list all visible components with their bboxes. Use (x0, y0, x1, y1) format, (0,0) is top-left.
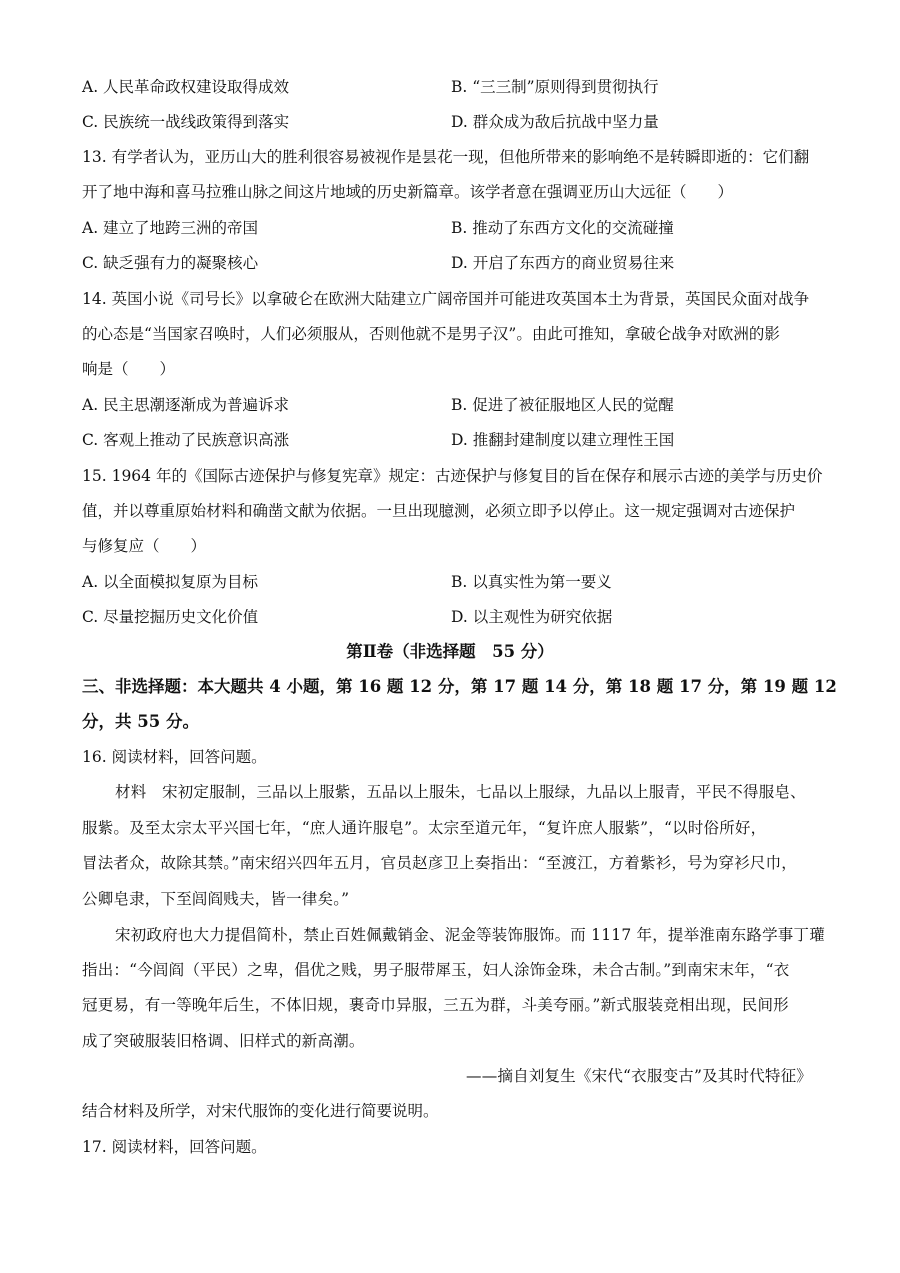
q13-option-d: D. 开启了东西方的商业贸易往来 (451, 254, 675, 272)
q15-stem-line3: 与修复应（ ） (82, 537, 207, 555)
q14-stem-line1: 14. 英国小说《司号长》以拿破仑在欧洲大陆建立广阔帝国并可能进攻英国本土为背景，英国民众面对战争 (82, 290, 810, 308)
q16-material1-line1: 材料 宋初定服制，三品以上服紫，五品以上服朱，七品以上服绿，九品以上服青，平民不得服皂、 (115, 783, 806, 801)
q16-material2-line2: 指出：“今闾阎（平民）之卑，倡优之贱，男子服带犀玉，妇人涂饰金珠，未合古制。”到南宋末年，“衣 (82, 961, 790, 979)
q15-option-d: D. 以主观性为研究依据 (451, 608, 613, 626)
section2-title: 第Ⅱ卷（非选择题 55 分） (346, 642, 554, 661)
q12-option-c: C. 民族统一战线政策得到落实 (82, 113, 290, 131)
q13-stem-line1: 13. 有学者认为，亚历山大的胜利很容易被视作是昙花一现，但他所带来的影响绝不是转瞬即逝的：它们翻 (82, 148, 810, 166)
q14-option-d: D. 推翻封建制度以建立理性王国 (451, 431, 675, 449)
q12-option-d: D. 群众成为敌后抗战中坚力量 (451, 113, 659, 131)
q15-option-c: C. 尽量挖掘历史文化价值 (82, 608, 259, 626)
q16-material2-line4: 成了突破服装旧格调、旧样式的新高潮。 (82, 1032, 365, 1050)
q13-option-c: C. 缺乏强有力的凝聚核心 (82, 254, 259, 272)
q12-option-a: A. 人民革命政权建设取得成效 (82, 78, 290, 96)
q16-intro: 16. 阅读材料，回答问题。 (82, 748, 267, 766)
q16-source: ——摘自刘复生《宋代“衣服变古”及其时代特征》 (466, 1067, 812, 1085)
q13-option-a: A. 建立了地跨三洲的帝国 (82, 219, 259, 237)
q15-stem-line2: 值，并以尊重原始材料和确凿文献为依据。一旦出现臆测，必须立即予以停止。这一规定强调对古迹保护 (82, 502, 796, 520)
q15-option-b: B. 以真实性为第一要义 (451, 573, 612, 591)
q13-option-b: B. 推动了东西方文化的交流碰撞 (451, 219, 674, 237)
q14-option-b: B. 促进了被征服地区人民的觉醒 (451, 396, 674, 414)
q16-material1-line4: 公卿皂隶，下至闾阎贱夫，皆一律矣。” (82, 890, 350, 908)
q14-option-a: A. 民主思潮逐渐成为普遍诉求 (82, 396, 290, 414)
q14-stem-line2: 的心态是“当国家召唤时，人们必须服从，否则他就不是男子汉”。由此可推知，拿破仑战争对欧洲的影 (82, 325, 780, 343)
q16-material2-line1: 宋初政府也大力提倡简朴，禁止百姓佩戴销金、泥金等装饰服饰。而 1117 年，提举淮南东路学事丁瓘 (115, 926, 825, 944)
q16-material1-line3: 冒法者众，故除其禁。”南宋绍兴四年五月，官员赵彦卫上奏指出：“至渡江，方着紫衫，号为穿衫尺巾， (82, 854, 798, 872)
q14-option-c: C. 客观上推动了民族意识高涨 (82, 431, 290, 449)
q13-stem-line2: 开了地中海和喜马拉雅山脉之间这片地域的历史新篇章。该学者意在强调亚历山大远征（ ） (82, 183, 734, 201)
section2-instruction-line1: 三、非选择题：本大题共 4 小题，第 16 题 12 分，第 17 题 14 分，第 18 题 17 分，第 19 题 12 (82, 677, 837, 696)
section2-instruction-line2: 分，共 55 分。 (82, 712, 199, 731)
q17-intro: 17. 阅读材料，回答问题。 (82, 1138, 267, 1156)
q16-material2-line3: 冠更易，有一等晚年后生，不体旧规，裹奇巾异服，三五为群，斗美夸丽。”新式服装竞相出现，民间形 (82, 996, 789, 1014)
q16-question: 结合材料及所学，对宋代服饰的变化进行简要说明。 (82, 1102, 439, 1120)
q16-material1-line2: 服紫。及至太宗太平兴国七年，“庶人通许服皂”。太宗至道元年，“复许庶人服紫”，“以时俗所好， (82, 819, 767, 837)
q15-stem-line1: 15. 1964 年的《国际古迹保护与修复宪章》规定：古迹保护与修复目的旨在保存和展示古迹的美学与历史价 (82, 467, 823, 485)
q12-option-b: B. “三三制”原则得到贯彻执行 (451, 78, 659, 96)
q14-stem-line3: 响是（ ） (82, 360, 176, 378)
q15-option-a: A. 以全面模拟复原为目标 (82, 573, 259, 591)
